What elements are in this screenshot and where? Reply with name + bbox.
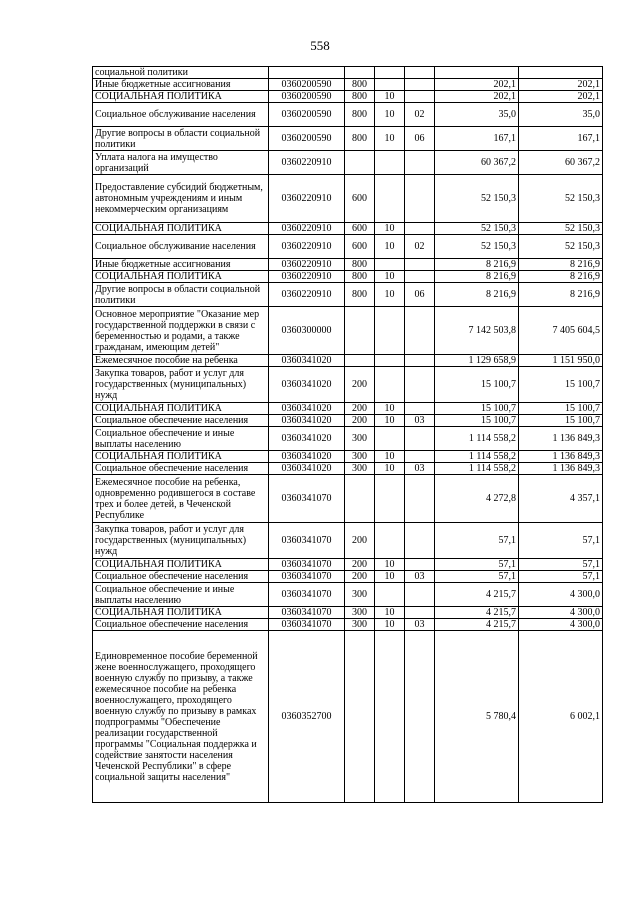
row-expense-type	[345, 67, 375, 79]
row-expense-type: 300	[345, 583, 375, 607]
row-code: 0360341070	[269, 475, 345, 523]
row-section: 10	[375, 403, 405, 415]
row-section: 10	[375, 415, 405, 427]
row-expense-type: 800	[345, 283, 375, 307]
row-amount-year-2: 167,1	[519, 127, 603, 151]
row-expense-type: 300	[345, 451, 375, 463]
row-expense-type	[345, 475, 375, 523]
table-row	[93, 475, 603, 523]
row-amount-year-1: 5 780,4	[435, 631, 519, 803]
row-name: Закупка товаров, работ и услуг для государственных (муниципальных) нужд	[93, 523, 269, 559]
row-code: 0360341020	[269, 355, 345, 367]
row-section	[375, 631, 405, 803]
row-expense-type: 200	[345, 415, 375, 427]
row-code: 0360341070	[269, 583, 345, 607]
row-name: СОЦИАЛЬНАЯ ПОЛИТИКА	[93, 271, 269, 283]
row-subsection	[405, 583, 435, 607]
row-expense-type: 200	[345, 571, 375, 583]
row-amount-year-1: 1 129 658,9	[435, 355, 519, 367]
row-name: СОЦИАЛЬНАЯ ПОЛИТИКА	[93, 223, 269, 235]
row-amount-year-1: 52 150,3	[435, 235, 519, 259]
row-name: Закупка товаров, работ и услуг для государственных (муниципальных) нужд	[93, 367, 269, 403]
row-expense-type	[345, 631, 375, 803]
row-section: 10	[375, 103, 405, 127]
row-expense-type: 200	[345, 559, 375, 571]
row-subsection: 02	[405, 103, 435, 127]
row-amount-year-2: 8 216,9	[519, 259, 603, 271]
row-amount-year-2: 1 136 849,3	[519, 427, 603, 451]
row-section	[375, 151, 405, 175]
row-amount-year-1: 4 215,7	[435, 583, 519, 607]
row-code: 0360220910	[269, 235, 345, 259]
row-amount-year-1: 4 272,8	[435, 475, 519, 523]
table-row	[93, 559, 603, 571]
row-subsection	[405, 271, 435, 283]
row-amount-year-2: 52 150,3	[519, 235, 603, 259]
row-code: 0360341020	[269, 403, 345, 415]
row-expense-type: 600	[345, 235, 375, 259]
row-code: 0360341020	[269, 427, 345, 451]
page-number: 558	[310, 38, 330, 53]
row-code: 0360220910	[269, 271, 345, 283]
row-expense-type: 300	[345, 619, 375, 631]
row-amount-year-1: 202,1	[435, 79, 519, 91]
table-row	[93, 223, 603, 235]
row-section: 10	[375, 571, 405, 583]
table-row	[93, 271, 603, 283]
row-expense-type: 200	[345, 367, 375, 403]
row-section	[375, 307, 405, 355]
row-subsection	[405, 403, 435, 415]
row-code: 0360200590	[269, 127, 345, 151]
row-code: 0360341070	[269, 607, 345, 619]
row-code: 0360200590	[269, 103, 345, 127]
row-expense-type: 300	[345, 463, 375, 475]
row-section: 10	[375, 91, 405, 103]
row-name: Предоставление субсидий бюджетным, автономным учреждениям и иным некоммерческим организациям	[93, 175, 269, 223]
table-row	[93, 103, 603, 127]
row-subsection	[405, 523, 435, 559]
row-name: СОЦИАЛЬНАЯ ПОЛИТИКА	[93, 607, 269, 619]
table-row	[93, 463, 603, 475]
row-code: 0360220910	[269, 259, 345, 271]
row-section: 10	[375, 271, 405, 283]
row-section	[375, 259, 405, 271]
row-expense-type: 600	[345, 223, 375, 235]
row-subsection	[405, 223, 435, 235]
row-expense-type: 800	[345, 259, 375, 271]
row-subsection: 06	[405, 127, 435, 151]
row-expense-type: 300	[345, 607, 375, 619]
row-code: 0360220910	[269, 151, 345, 175]
row-section	[375, 583, 405, 607]
row-name: Социальное обеспечение и иные выплаты населению	[93, 427, 269, 451]
row-amount-year-2: 1 136 849,3	[519, 463, 603, 475]
row-amount-year-1: 57,1	[435, 571, 519, 583]
table-row	[93, 307, 603, 355]
row-subsection	[405, 259, 435, 271]
row-subsection	[405, 559, 435, 571]
row-amount-year-1: 52 150,3	[435, 223, 519, 235]
row-amount-year-2: 57,1	[519, 523, 603, 559]
row-name: Другие вопросы в области социальной политики	[93, 283, 269, 307]
row-code: 0360341020	[269, 463, 345, 475]
table-row	[93, 367, 603, 403]
row-name: Социальное обеспечение и иные выплаты населению	[93, 583, 269, 607]
row-amount-year-2: 4 300,0	[519, 607, 603, 619]
table-row	[93, 91, 603, 103]
row-amount-year-2: 8 216,9	[519, 271, 603, 283]
row-code: 0360341020	[269, 367, 345, 403]
row-amount-year-2: 57,1	[519, 571, 603, 583]
table-row	[93, 619, 603, 631]
row-amount-year-2: 8 216,9	[519, 283, 603, 307]
row-code: 0360300000	[269, 307, 345, 355]
row-subsection	[405, 367, 435, 403]
budget-table	[92, 66, 603, 803]
table-row	[93, 607, 603, 619]
row-code: 0360200590	[269, 79, 345, 91]
row-name: Единовременное пособие беременной жене военнослужащего, проходящего военную службу по призыву, а также ежемесячное пособие на ребенка военнослужащего, проходящего военную службу по призыву в рамках подпрограммы "Обеспечение реализации государственной программы "Социальная поддержка и содействие занятости населения Чеченской Республики" в сфере социальной защиты населения"	[93, 631, 269, 803]
row-amount-year-2: 202,1	[519, 79, 603, 91]
row-code: 0360341070	[269, 571, 345, 583]
row-section	[375, 175, 405, 223]
row-code: 0360200590	[269, 91, 345, 103]
row-name: Уплата налога на имущество организаций	[93, 151, 269, 175]
row-amount-year-1: 8 216,9	[435, 259, 519, 271]
row-expense-type: 200	[345, 523, 375, 559]
row-subsection	[405, 607, 435, 619]
row-expense-type	[345, 151, 375, 175]
row-expense-type: 800	[345, 127, 375, 151]
table-row	[93, 283, 603, 307]
row-amount-year-1: 202,1	[435, 91, 519, 103]
row-section	[375, 475, 405, 523]
row-section	[375, 427, 405, 451]
row-name: Другие вопросы в области социальной политики	[93, 127, 269, 151]
row-amount-year-2: 1 136 849,3	[519, 451, 603, 463]
row-amount-year-1: 57,1	[435, 523, 519, 559]
row-section: 10	[375, 559, 405, 571]
row-subsection	[405, 475, 435, 523]
row-amount-year-2: 52 150,3	[519, 175, 603, 223]
row-code: 0360341070	[269, 559, 345, 571]
row-name: СОЦИАЛЬНАЯ ПОЛИТИКА	[93, 91, 269, 103]
row-amount-year-1: 8 216,9	[435, 283, 519, 307]
row-section: 10	[375, 451, 405, 463]
table-row	[93, 571, 603, 583]
row-subsection: 02	[405, 235, 435, 259]
row-section	[375, 367, 405, 403]
row-amount-year-1: 15 100,7	[435, 415, 519, 427]
row-name: Основное мероприятие "Оказание мер государственной поддержки в связи с беременностью и родами, а также гражданам, имеющим детей"	[93, 307, 269, 355]
row-amount-year-1	[435, 67, 519, 79]
row-amount-year-2: 15 100,7	[519, 403, 603, 415]
row-section: 10	[375, 283, 405, 307]
row-amount-year-1: 1 114 558,2	[435, 463, 519, 475]
row-amount-year-1: 1 114 558,2	[435, 427, 519, 451]
row-expense-type: 800	[345, 91, 375, 103]
row-amount-year-1: 15 100,7	[435, 403, 519, 415]
row-subsection: 06	[405, 283, 435, 307]
row-name: Социальное обслуживание населения	[93, 103, 269, 127]
row-expense-type: 200	[345, 403, 375, 415]
row-subsection: 03	[405, 619, 435, 631]
table-row	[93, 451, 603, 463]
row-amount-year-1: 167,1	[435, 127, 519, 151]
row-section: 10	[375, 463, 405, 475]
row-amount-year-1: 4 215,7	[435, 607, 519, 619]
row-amount-year-2: 15 100,7	[519, 367, 603, 403]
table-row	[93, 151, 603, 175]
row-amount-year-1: 15 100,7	[435, 367, 519, 403]
row-subsection	[405, 67, 435, 79]
row-amount-year-1: 35,0	[435, 103, 519, 127]
row-section	[375, 67, 405, 79]
row-amount-year-2: 15 100,7	[519, 415, 603, 427]
row-amount-year-2: 1 151 950,0	[519, 355, 603, 367]
row-subsection	[405, 355, 435, 367]
row-code: 0360341070	[269, 523, 345, 559]
row-name: Иные бюджетные ассигнования	[93, 79, 269, 91]
row-name: Социальное обслуживание населения	[93, 235, 269, 259]
row-amount-year-2: 202,1	[519, 91, 603, 103]
table-row	[93, 67, 603, 79]
row-amount-year-1: 52 150,3	[435, 175, 519, 223]
row-amount-year-2: 52 150,3	[519, 223, 603, 235]
row-amount-year-1: 8 216,9	[435, 271, 519, 283]
row-expense-type: 600	[345, 175, 375, 223]
row-expense-type	[345, 307, 375, 355]
row-name: Социальное обеспечение населения	[93, 415, 269, 427]
row-name: Социальное обеспечение населения	[93, 571, 269, 583]
row-subsection: 03	[405, 571, 435, 583]
row-code: 0360220910	[269, 283, 345, 307]
row-section: 10	[375, 223, 405, 235]
table-row	[93, 403, 603, 415]
row-amount-year-1: 57,1	[435, 559, 519, 571]
row-expense-type: 800	[345, 79, 375, 91]
row-section: 10	[375, 127, 405, 151]
row-amount-year-2	[519, 67, 603, 79]
table-row	[93, 127, 603, 151]
row-name: СОЦИАЛЬНАЯ ПОЛИТИКА	[93, 403, 269, 415]
row-code: 0360220910	[269, 223, 345, 235]
table-row	[93, 355, 603, 367]
row-name: СОЦИАЛЬНАЯ ПОЛИТИКА	[93, 451, 269, 463]
table-row	[93, 523, 603, 559]
table-row	[93, 631, 603, 803]
table-row	[93, 79, 603, 91]
row-section: 10	[375, 607, 405, 619]
row-name: Ежемесячное пособие на ребенка	[93, 355, 269, 367]
row-name: Социальное обеспечение населения	[93, 463, 269, 475]
row-name: Иные бюджетные ассигнования	[93, 259, 269, 271]
row-subsection: 03	[405, 415, 435, 427]
row-name: социальной политики	[93, 67, 269, 79]
row-amount-year-2: 35,0	[519, 103, 603, 127]
row-amount-year-1: 1 114 558,2	[435, 451, 519, 463]
row-amount-year-2: 60 367,2	[519, 151, 603, 175]
row-expense-type: 800	[345, 103, 375, 127]
row-section: 10	[375, 619, 405, 631]
row-subsection	[405, 307, 435, 355]
row-amount-year-2: 4 357,1	[519, 475, 603, 523]
row-code	[269, 67, 345, 79]
row-subsection: 03	[405, 463, 435, 475]
row-section	[375, 79, 405, 91]
row-code: 0360341020	[269, 415, 345, 427]
row-amount-year-1: 60 367,2	[435, 151, 519, 175]
table-row	[93, 259, 603, 271]
row-name: Ежемесячное пособие на ребенка, одновременно родившегося в составе трех и более детей, в Чеченской Республике	[93, 475, 269, 523]
row-section	[375, 355, 405, 367]
row-subsection	[405, 427, 435, 451]
row-amount-year-1: 7 142 503,8	[435, 307, 519, 355]
table-row	[93, 415, 603, 427]
row-name: СОЦИАЛЬНАЯ ПОЛИТИКА	[93, 559, 269, 571]
row-section	[375, 523, 405, 559]
row-amount-year-2: 7 405 604,5	[519, 307, 603, 355]
row-code: 0360220910	[269, 175, 345, 223]
row-code: 0360341070	[269, 619, 345, 631]
table-row	[93, 427, 603, 451]
row-code: 0360341020	[269, 451, 345, 463]
table-row	[93, 175, 603, 223]
row-subsection	[405, 631, 435, 803]
row-amount-year-2: 6 002,1	[519, 631, 603, 803]
row-section: 10	[375, 235, 405, 259]
row-amount-year-2: 4 300,0	[519, 619, 603, 631]
row-subsection	[405, 175, 435, 223]
row-amount-year-1: 4 215,7	[435, 619, 519, 631]
table-row	[93, 583, 603, 607]
row-name: Социальное обеспечение населения	[93, 619, 269, 631]
row-amount-year-2: 4 300,0	[519, 583, 603, 607]
row-subsection	[405, 79, 435, 91]
row-expense-type	[345, 355, 375, 367]
row-code: 0360352700	[269, 631, 345, 803]
table-row	[93, 235, 603, 259]
row-amount-year-2: 57,1	[519, 559, 603, 571]
row-expense-type: 300	[345, 427, 375, 451]
row-expense-type: 800	[345, 271, 375, 283]
row-subsection	[405, 151, 435, 175]
row-subsection	[405, 91, 435, 103]
row-subsection	[405, 451, 435, 463]
